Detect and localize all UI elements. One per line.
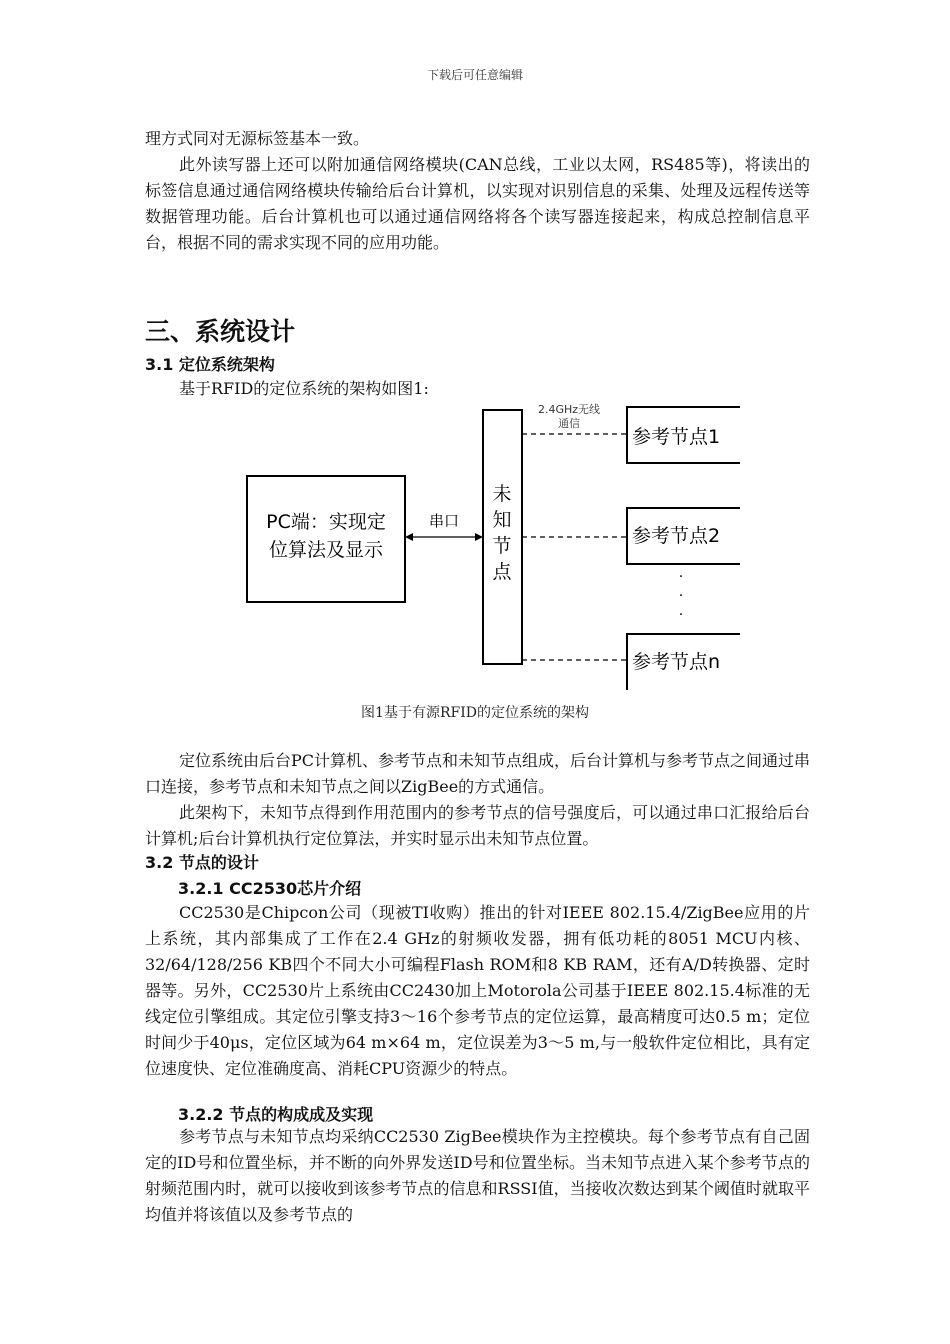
paragraph-5: CC2530是Chipcon公司（现被TI收购）推出的针对IEEE 802.15.4/ZigBee应用的片上系统，其内部集成了工作在2.4 GHz的射频收发器，拥有低功耗的8051 MCU内核、32/64/128/256 KB四个不同大小可编程Flash ROM和8 KB RAM，还有A/D转换器、定时器等。另外，CC2530片上系统由CC2430加上Motorola公司基于IEEE 802.15.4标准的无线定位引擎组成。其定位引擎支持3～16个参考节点的定位运算，最高精度可达0.5 m；定位时间少于40μs，定位区域为64 m×64 m，定位误差为3～5 m,与一般软件定位相比，具有定位速度快、定位准确度高、消耗CPU资源少的特点。 [145, 903, 810, 1078]
reference-node-1-label: 参考节点1 [632, 426, 721, 448]
reference-node-2-label: 参考节点2 [632, 525, 721, 547]
wireless-label-line2: 通信 [558, 417, 580, 430]
ellipsis-dot-3: · [678, 607, 684, 623]
unknown-node-char-2: 知 [492, 509, 512, 531]
subsection-3-2-title: 3.2 节点的设计 [145, 853, 259, 872]
figure-caption: 图1基于有源RFID的定位系统的架构 [361, 705, 589, 721]
paragraph-6: 参考节点与未知节点均采纳CC2530 ZigBee模块作为主控模块。每个参考节点有自己固定的ID号和位置坐标，并不断的向外界发送ID号和位置坐标。当未知节点进入某个参考节点的射频范围内时，就可以接收到该参考节点的信息和RSSI值，当接收次数达到某个阈值时就取平均值并将该值以及参考节点的 [145, 1127, 810, 1224]
subsection-3-2-1-title: 3.2.1 CC2530芯片介绍 [178, 879, 362, 898]
pc-label-line1: PC端：实现定 [266, 511, 386, 533]
architecture-diagram [0, 396, 950, 696]
paragraph-3: 定位系统由后台PC计算机、参考节点和未知节点组成，后台计算机与参考节点之间通过串口连接，参考节点和未知节点之间以ZigBee的方式通信。 [145, 751, 811, 796]
subsection-3-1-title: 3.1 定位系统架构 [145, 355, 275, 374]
unknown-node-char-3: 节 [492, 535, 512, 557]
serial-label: 串口 [428, 512, 460, 530]
section-title: 三、系统设计 [145, 317, 296, 346]
wireless-label-line1: 2.4GHz无线 [537, 403, 601, 416]
pc-label-line2: 位算法及显示 [268, 539, 384, 561]
intro-3-1: 基于RFID的定位系统的架构如图1: [179, 379, 429, 398]
ellipsis-dot-2: · [678, 588, 684, 604]
ellipsis-dot-1: · [678, 569, 684, 585]
serial-arrow-left [405, 533, 413, 541]
paragraph-4: 此架构下，未知节点得到作用范围内的参考节点的信号强度后，可以通过串口汇报给后台计算机;后台计算机执行定位算法，并实时显示出未知节点位置。 [145, 803, 810, 848]
paragraph-2: 此外读写器上还可以附加通信网络模块(CAN总线，工业以太网，RS485等)，将读出的标签信息通过通信网络模块传输给后台计算机，以实现对识别信息的采集、处理及远程传送等数据管理功能。后台计算机也可以通过通信网络将各个读写器连接起来，构成总控制信息平台，根据不同的需求实现不同的应用功能。 [145, 155, 810, 252]
subsection-3-2-2-title: 3.2.2 节点的构成成及实现 [178, 1105, 374, 1124]
paragraph-1: 理方式同对无源标签基本一致。 [145, 129, 370, 148]
page-header: 下载后可任意编辑 [426, 68, 523, 82]
reference-node-n-label: 参考节点n [632, 651, 721, 673]
serial-arrow-right [475, 533, 483, 541]
unknown-node-char-4: 点 [492, 561, 512, 583]
unknown-node-char-1: 未 [492, 483, 512, 505]
